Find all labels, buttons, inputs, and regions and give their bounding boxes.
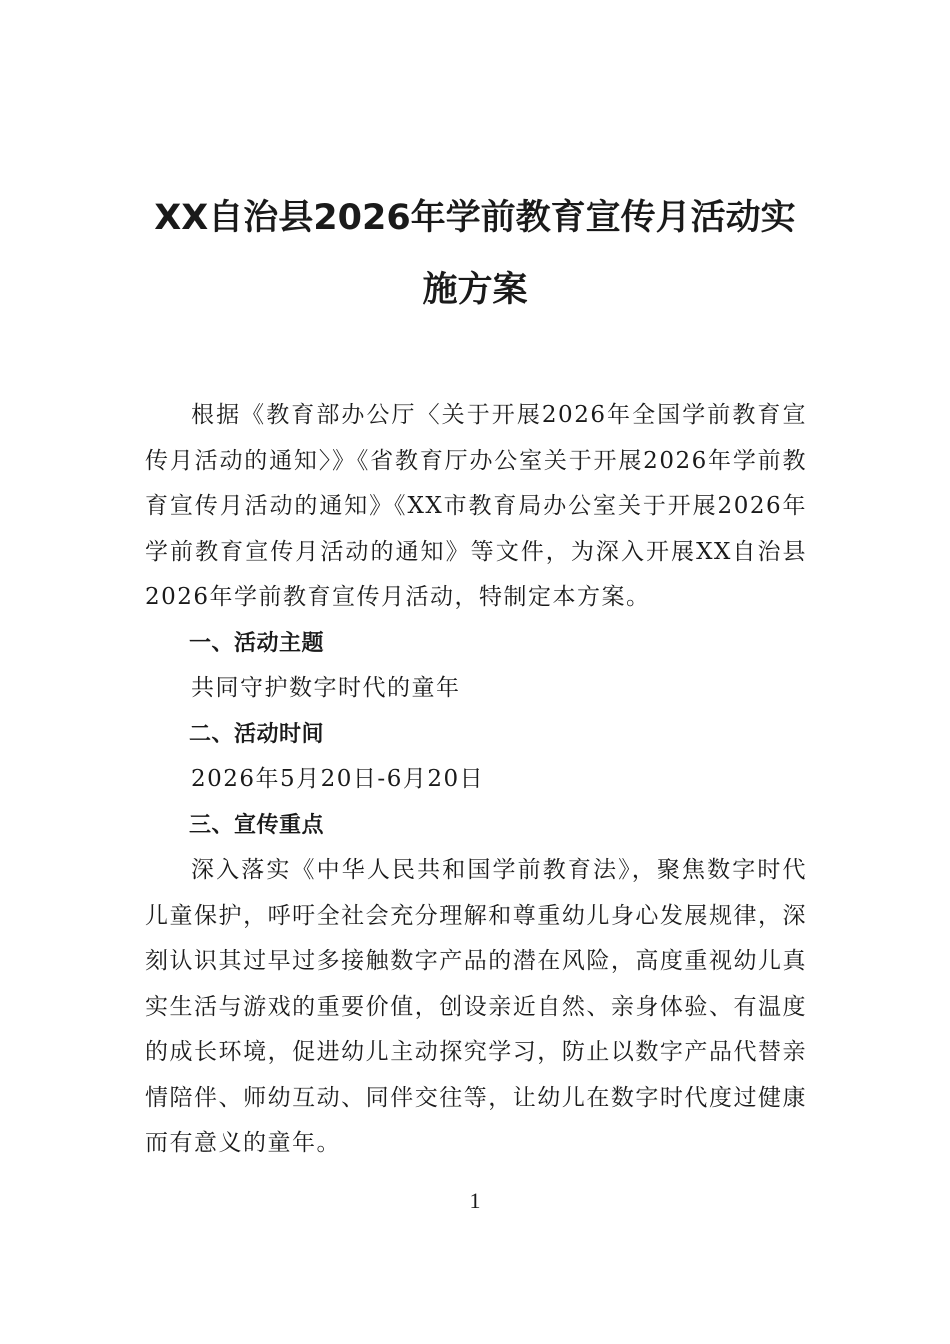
section-heading-time: 二、活动时间 — [189, 721, 325, 747]
section-content-focus: 深入落实《中华人民共和国学前教育法》，聚焦数字时代儿童保护，呼吁全社会充分理解和尊重幼儿身心发展规律，深刻认识其过早过多接触数字产品的潜在风险，高度重视幼儿真实生活与游戏的重要价值，创设亲近自然、亲身体验、有温度的成长环境，促进幼儿主动探究学习，防止以数字产品代替亲情陪伴、师幼互动、同伴交往等，让幼儿在数字时代度过健康而有意义的童年。 — [145, 857, 807, 1156]
page-number: 1 — [469, 1188, 481, 1213]
section-heading-theme: 一、活动主题 — [189, 630, 325, 656]
section-heading-focus: 三、宣传重点 — [189, 812, 325, 838]
document-title: XX自治县2026年学前教育宣传月活动实施方案 — [154, 198, 796, 310]
section-content-time: 2026年5月20日-6月20日 — [191, 766, 485, 792]
section-content-theme: 共同守护数字时代的童年 — [191, 675, 461, 701]
intro-paragraph: 根据《教育部办公厅〈关于开展2026年全国学前教育宣传月活动的通知〉》《省教育厅办公室关于开展2026年学前教育宣传月活动的通知》《XX市教育局办公室关于开展2026年学前教育宣传月活动的通知》等文件，为深入开展XX自治县2026年学前教育宣传月活动，特制定本方案。 — [145, 402, 807, 610]
document-body — [145, 393, 807, 1167]
